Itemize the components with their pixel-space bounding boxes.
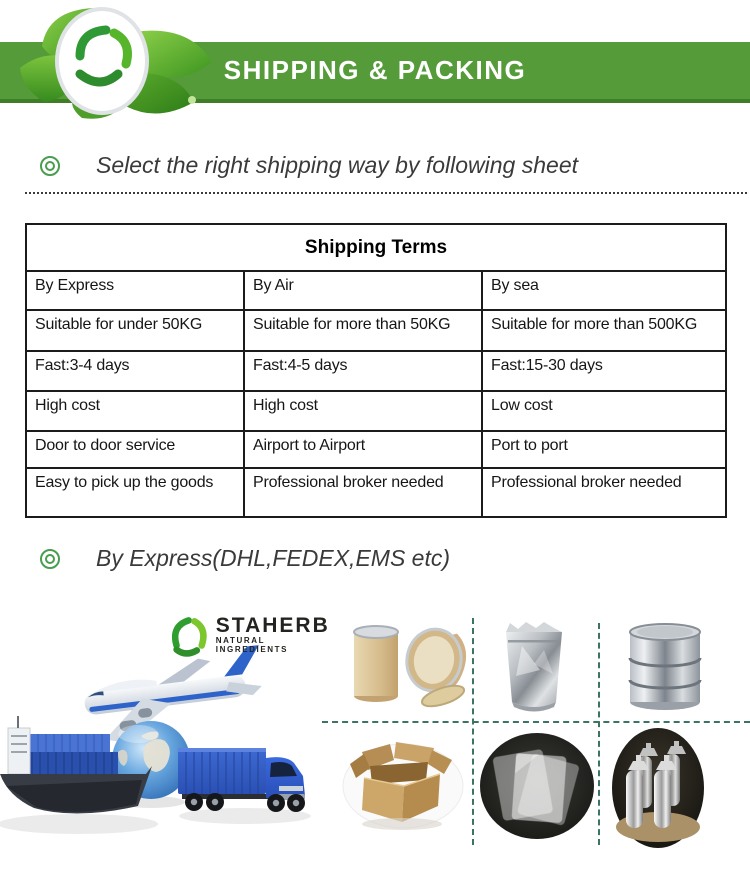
table-cell: Suitable for more than 500KG xyxy=(482,310,726,351)
section-title: By Express(DHL,FEDEX,EMS etc) xyxy=(96,545,451,571)
section-title: Select the right shipping way by following sheet xyxy=(96,152,579,178)
ship-shadow xyxy=(0,814,158,834)
table-cell: Fast:4-5 days xyxy=(244,351,482,391)
aluminum-bottles-photo xyxy=(610,726,706,852)
truck-illustration xyxy=(178,748,305,812)
steel-drum-photo xyxy=(620,620,710,716)
table-cell: Easy to pick up the goods xyxy=(26,468,244,517)
grid-divider-vertical xyxy=(472,618,474,845)
shipping-terms-table xyxy=(25,223,727,518)
brand-tagline: NATURAL INGREDIENTS xyxy=(215,636,289,654)
page-title: SHIPPING & PACKING xyxy=(223,55,527,85)
dotted-divider xyxy=(25,192,747,194)
table-title: Shipping Terms xyxy=(26,224,726,271)
packaging-grid xyxy=(320,600,750,858)
brand-logo xyxy=(166,612,335,658)
table-cell: By sea xyxy=(482,271,726,310)
section-heading-by-express xyxy=(40,545,450,572)
grid-divider-vertical xyxy=(598,623,600,845)
table-cell: Suitable for under 50KG xyxy=(26,310,244,351)
foil-bag-photo xyxy=(492,614,576,716)
leaf-recycle-icon xyxy=(14,4,226,124)
section-heading-shipping-way xyxy=(40,152,578,179)
bullseye-bullet-icon xyxy=(40,549,60,569)
table-cell: Professional broker needed xyxy=(482,468,726,517)
table-cell: By Express xyxy=(26,271,244,310)
table-cell: Low cost xyxy=(482,391,726,431)
table-cell: Fast:15-30 days xyxy=(482,351,726,391)
carton-box-photo xyxy=(340,730,466,835)
table-cell: Fast:3-4 days xyxy=(26,351,244,391)
logistics-collage xyxy=(0,602,335,864)
brand-name: STAHERB xyxy=(215,614,330,637)
grid-divider-horizontal xyxy=(322,721,750,723)
plastic-bags-photo xyxy=(478,731,596,841)
fiber-drums-photo xyxy=(346,618,468,710)
table-cell: Door to door service xyxy=(26,431,244,468)
table-cell: Airport to Airport xyxy=(244,431,482,468)
table-cell: Port to port xyxy=(482,431,726,468)
leaf-logo xyxy=(14,4,226,124)
table-cell: High cost xyxy=(244,391,482,431)
bullseye-bullet-icon xyxy=(40,156,60,176)
table-cell: Suitable for more than 50KG xyxy=(244,310,482,351)
staherb-recycle-icon xyxy=(166,612,210,658)
table-cell: By Air xyxy=(244,271,482,310)
table-cell: High cost xyxy=(26,391,244,431)
table-cell: Professional broker needed xyxy=(244,468,482,517)
